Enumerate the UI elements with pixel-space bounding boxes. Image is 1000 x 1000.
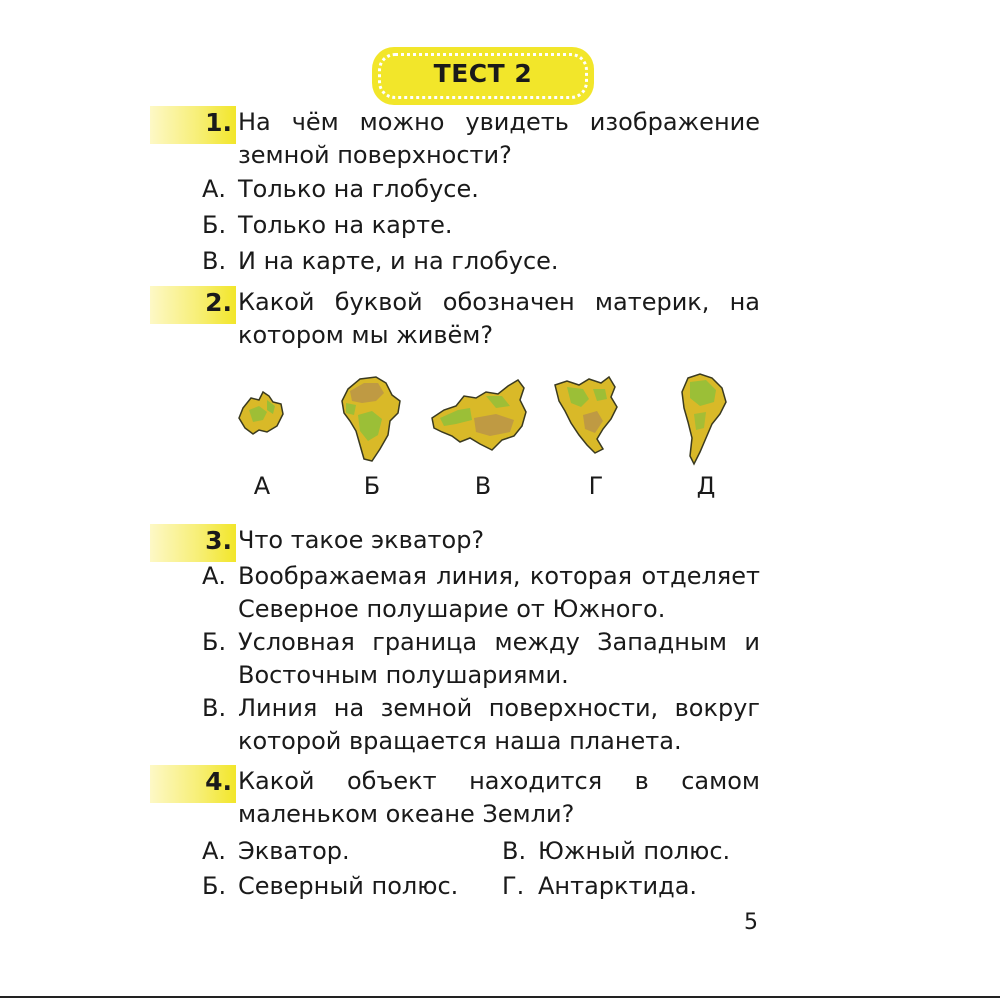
question-1-option-b-letter: Б.: [202, 211, 227, 239]
question-3-option-c-text: Линия на земной поверхности, вокруг которой вращается наша планета.: [238, 694, 760, 755]
question-4-option-c-text: Южный полюс.: [538, 837, 731, 865]
question-1-option-c-letter: В.: [202, 247, 227, 275]
continent-eurasia-image: [432, 380, 526, 450]
question-3-option-b-letter: Б.: [202, 628, 227, 656]
question-4-option-a-text: Экватор.: [238, 837, 350, 865]
question-4-option-b-letter: Б.: [202, 872, 227, 900]
test-title: ТЕСТ 2: [433, 59, 533, 88]
question-3-number: 3.: [205, 526, 232, 555]
question-3-option-c-letter: В.: [202, 694, 227, 722]
question-1-option-a-letter: А.: [202, 175, 227, 203]
question-2-number: 2.: [205, 288, 232, 317]
question-3-option-a-text: Воображаемая линия, которая отделяет Северное полушарие от Южного.: [238, 562, 760, 623]
question-1-number: 1.: [205, 108, 232, 137]
continent-label-g: Г: [588, 472, 604, 500]
question-4-option-a-letter: А.: [202, 837, 227, 865]
continents-illustration: [225, 370, 765, 470]
continent-north-america-image: [555, 377, 617, 453]
question-4-text: Какой объект находится в самом маленьком океане Земли?: [238, 767, 760, 828]
page-number: 5: [744, 910, 758, 935]
continent-south-america-image: [682, 374, 726, 464]
continent-label-v: В: [474, 472, 492, 500]
question-2-text: Какой буквой обозначен материк, на котором мы живём?: [238, 288, 760, 349]
question-4-option-d-letter: Г.: [502, 872, 525, 900]
question-4-option-b-text: Северный полюс.: [238, 872, 459, 900]
question-4-option-d-text: Антарктида.: [538, 872, 698, 900]
question-1-option-a-text: Только на глобусе.: [238, 175, 479, 203]
question-4-option-c-letter: В.: [502, 837, 527, 865]
continent-label-a: А: [253, 472, 271, 500]
question-3-text: Что такое экватор?: [238, 526, 485, 554]
question-1-option-b-text: Только на карте.: [238, 211, 453, 239]
question-4-number: 4.: [205, 767, 232, 796]
bottom-divider: [0, 996, 1000, 998]
continent-australia-image: [239, 392, 283, 434]
question-1-option-c-text: И на карте, и на глобусе.: [238, 247, 559, 275]
test-title-badge: [372, 47, 594, 105]
question-3-option-b-text: Условная граница между Западным и Восточным полушариями.: [238, 628, 760, 689]
question-3-option-a-letter: А.: [202, 562, 227, 590]
continent-label-b: Б: [363, 472, 381, 500]
question-1-text: На чём можно увидеть изображение земной поверхности?: [238, 108, 760, 169]
continent-label-d: Д: [696, 472, 716, 500]
continent-africa-image: [342, 377, 400, 461]
